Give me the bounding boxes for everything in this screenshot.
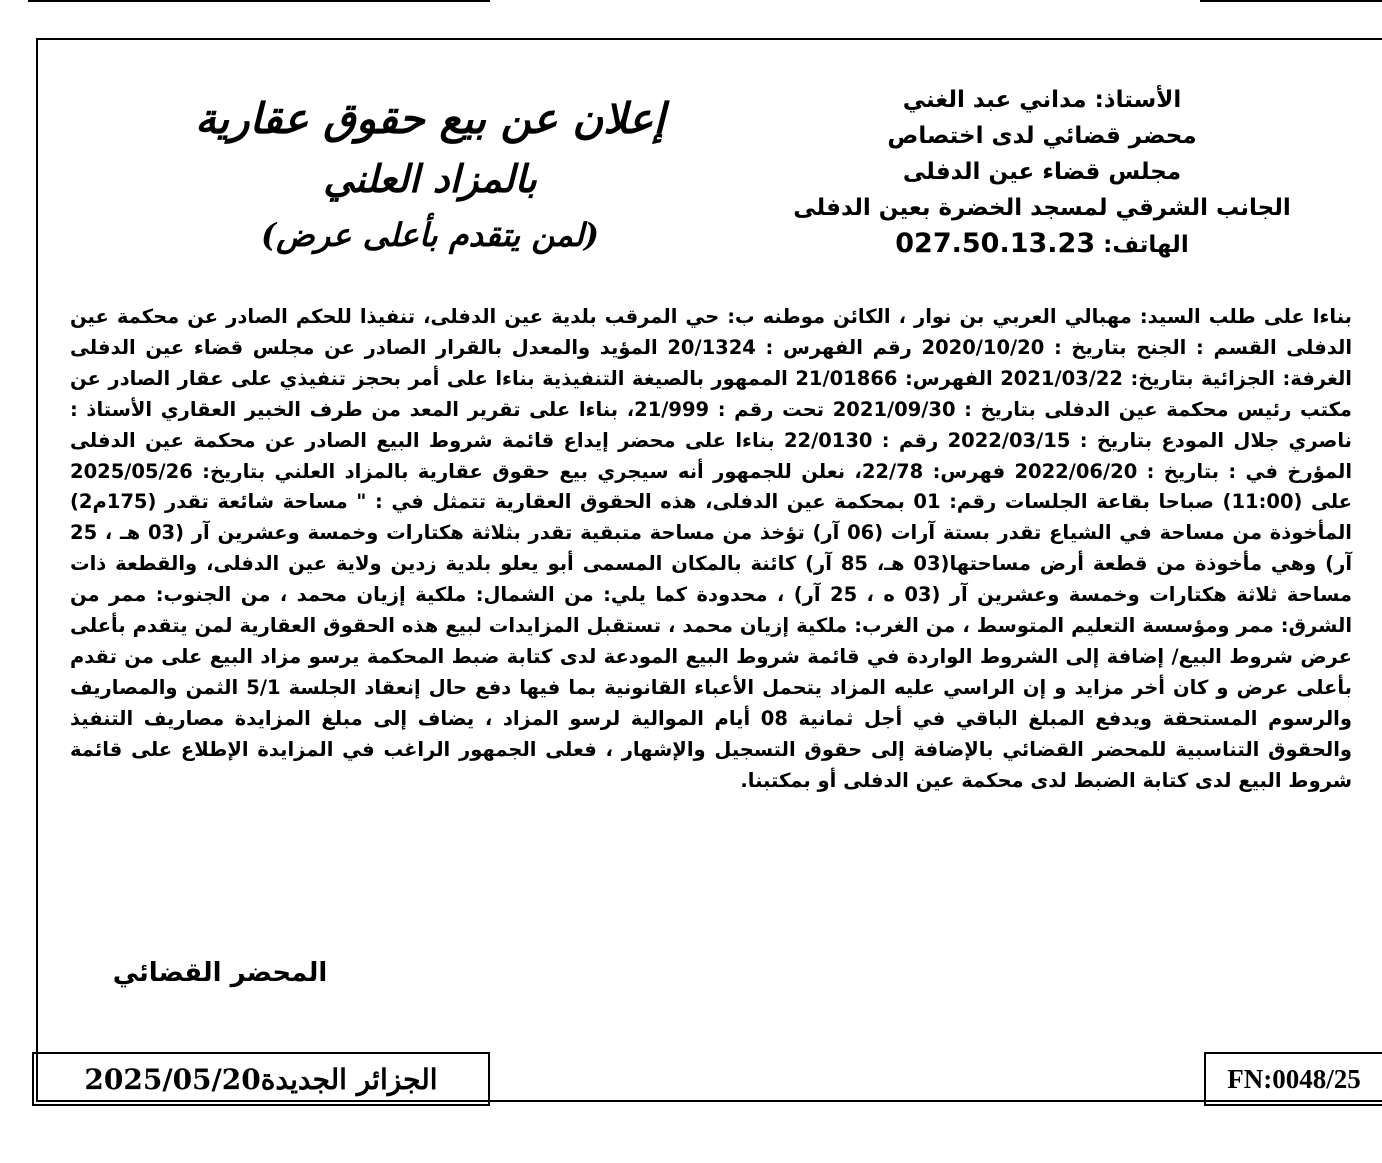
- file-number-box: [1204, 1052, 1382, 1106]
- bailiff-address: الجانب الشرقي لمسجد الخضرة بعين الدفلى: [793, 195, 1291, 221]
- file-number: FN:0048/25: [1227, 1063, 1361, 1094]
- top-rule-right: [1200, 0, 1382, 2]
- newspaper-box: [32, 1052, 490, 1106]
- top-rule-left: [28, 0, 490, 2]
- title-line-2: بالمزاد العلني: [323, 156, 537, 201]
- newspaper-name: الجزائر الجديدة: [260, 1062, 438, 1096]
- publication-date: 2025/05/20: [84, 1062, 261, 1096]
- bailiff-header: [762, 82, 1322, 263]
- title-line-3: (لمن يتقدم بأعلى عرض): [260, 216, 600, 254]
- phone-line: [762, 226, 1322, 263]
- phone-label: الهاتف:: [1103, 232, 1189, 258]
- bailiff-name: الأستاذ: مداني عبد الغني: [902, 87, 1182, 113]
- bailiff-title: محضر قضائي لدى اختصاص: [887, 123, 1197, 149]
- title-line-1: إعلان عن بيع حقوق عقارية: [195, 94, 665, 143]
- signature: المحضر القضائي: [112, 958, 328, 988]
- announcement-title: [130, 88, 730, 262]
- announcement-body: بناءا على طلب السيد: مهبالي العربي بن نوار ، الكائن موطنه ب: حي المرقب بلدية عين الدفلى، تنفيذا للحكم الصادر عن محكمة عين الدفلى القسم : الجنح بتاريخ : 2020/10/20 رقم الفهرس : 20/1324 المؤيد والمعدل بالقرار الصادر عن مجلس قضاء عين الدفلى الغرفة: الجزائية بتاريخ: 2021/03/22 الفهرس: 21/01866 الممهور بالصيغة التنفيذية بناءا على أمر بحجز تنفيذي على عقار الصادر عن مكتب رئيس محكمة عين الدفلى بتاريخ : 2021/09/30 تحت رقم : 21/999، بناءا على تقرير المعد من طرف الخبير العقاري الأستاذ : ناصري جلال المودع بتاريخ : 2022/03/15 رقم : 22/0130 بناءا على محضر إيداع قائمة شروط البيع الصادر عن محكمة عين الدفلى المؤرخ في : بتاريخ : 2022/06/20 فهرس: 22/78، نعلن للجمهور أنه سيجري بيع حقوق عقارية بالمزاد العلني بتاريخ: 2025/05/26 على (11:00) صباحا بقاعة الجلسات رقم: 01 بمحكمة عين الدفلى، هذه الحقوق العقارية تتمثل في : " مساحة شائعة تقدر (175م2) المأخوذة من مساحة في الشياع تقدر بستة آرات (06 آر) تؤخذ من مساحة متبقية تقدر بثلاثة هكتارات وخمسة وعشرين آر (03 هـ ، 25 آر) وهي مأخوذة من قطعة أرض مساحتها(03 هـ، 85 آر) كائنة بالمكان المسمى أبو يعلو بلدية زدين ولاية عين الدفلى، والقطعة ذات مساحة ثلاثة هكتارات وخمسة وعشرين آر (03 ه ، 25 آر) ، محدودة كما يلي: من الشمال: ملكية إزيان محمد ، من الجنوب: ممر من الشرق: ممر ومؤسسة التعليم المتوسط ، من الغرب: ملكية إزيان محمد ، تستقبل المزايدات لبيع هذه الحقوق العقارية لمن يتقدم بأعلى عرض شروط البيع/ إضافة إلى الشروط الواردة في قائمة شروط البيع المودعة لدى كتابة ضبط المحكمة يرسو مزاد البيع على من تقدم بأعلى عرض و كان أخر مزايد و إن الراسي عليه المزاد يتحمل الأعباء القانونية بما فيها دفع حال إنعقاد الجلسة 5/1 الثمن والمصاريف والرسوم المستحقة ويدفع المبلغ الباقي في أجل ثمانية 08 أيام الموالية لرسو المزاد ، يضاف إلى مبلغ المزايدة مصاريف التنفيذ والحقوق التناسبية للمحضر القضائي بالإضافة إلى حقوق التسجيل والإشهار ، فعلى الجمهور الراغب في المزايدة الإطلاع على قائمة شروط البيع لدى كتابة الضبط لدى محكمة عين الدفلى أو بمكتبنا.: [70, 305, 1353, 792]
- phone-number: 027.50.13.23: [895, 228, 1096, 259]
- bailiff-court: مجلس قضاء عين الدفلى: [902, 159, 1182, 185]
